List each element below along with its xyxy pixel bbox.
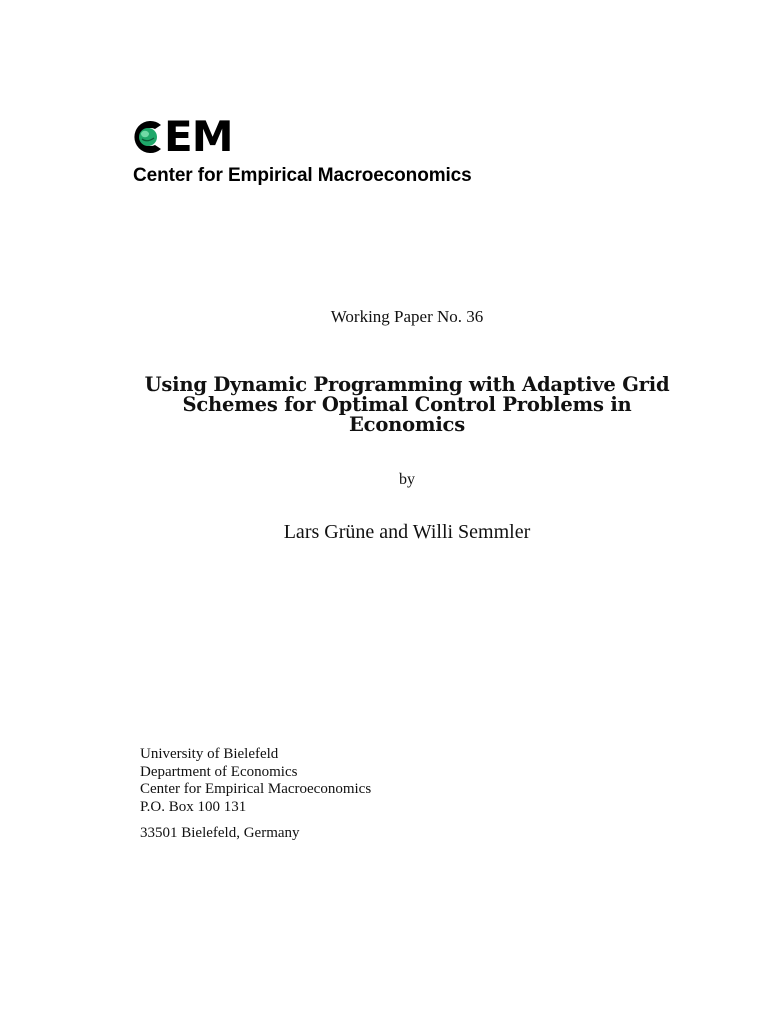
authors: Lars Grüne and Willi Semmler (283, 521, 531, 543)
center-name: Center for Empirical Macroeconomics (133, 165, 472, 186)
institution-address (140, 746, 371, 843)
title-line-1: Using Dynamic Programming with Adaptive Grid (144, 373, 670, 396)
paper-title (100, 375, 714, 435)
title-line-3: Economics (348, 413, 466, 436)
logo-text: EM (164, 112, 233, 161)
address-line-university: University of Bielefeld (140, 746, 279, 762)
address-line-city: 33501 Bielefeld, Germany (140, 825, 300, 841)
address-line-center: Center for Empirical Macroeconomics (140, 781, 372, 797)
address-line-pobox: P.O. Box 100 131 (140, 798, 247, 815)
cem-logo (133, 112, 233, 161)
globe-c-icon (133, 117, 165, 157)
working-paper-number: Working Paper No. 36 (330, 307, 484, 326)
address-line-department: Department of Economics (140, 763, 298, 780)
by-label: by (399, 471, 415, 488)
title-line-2: Schemes for Optimal Control Problems in (182, 393, 632, 416)
